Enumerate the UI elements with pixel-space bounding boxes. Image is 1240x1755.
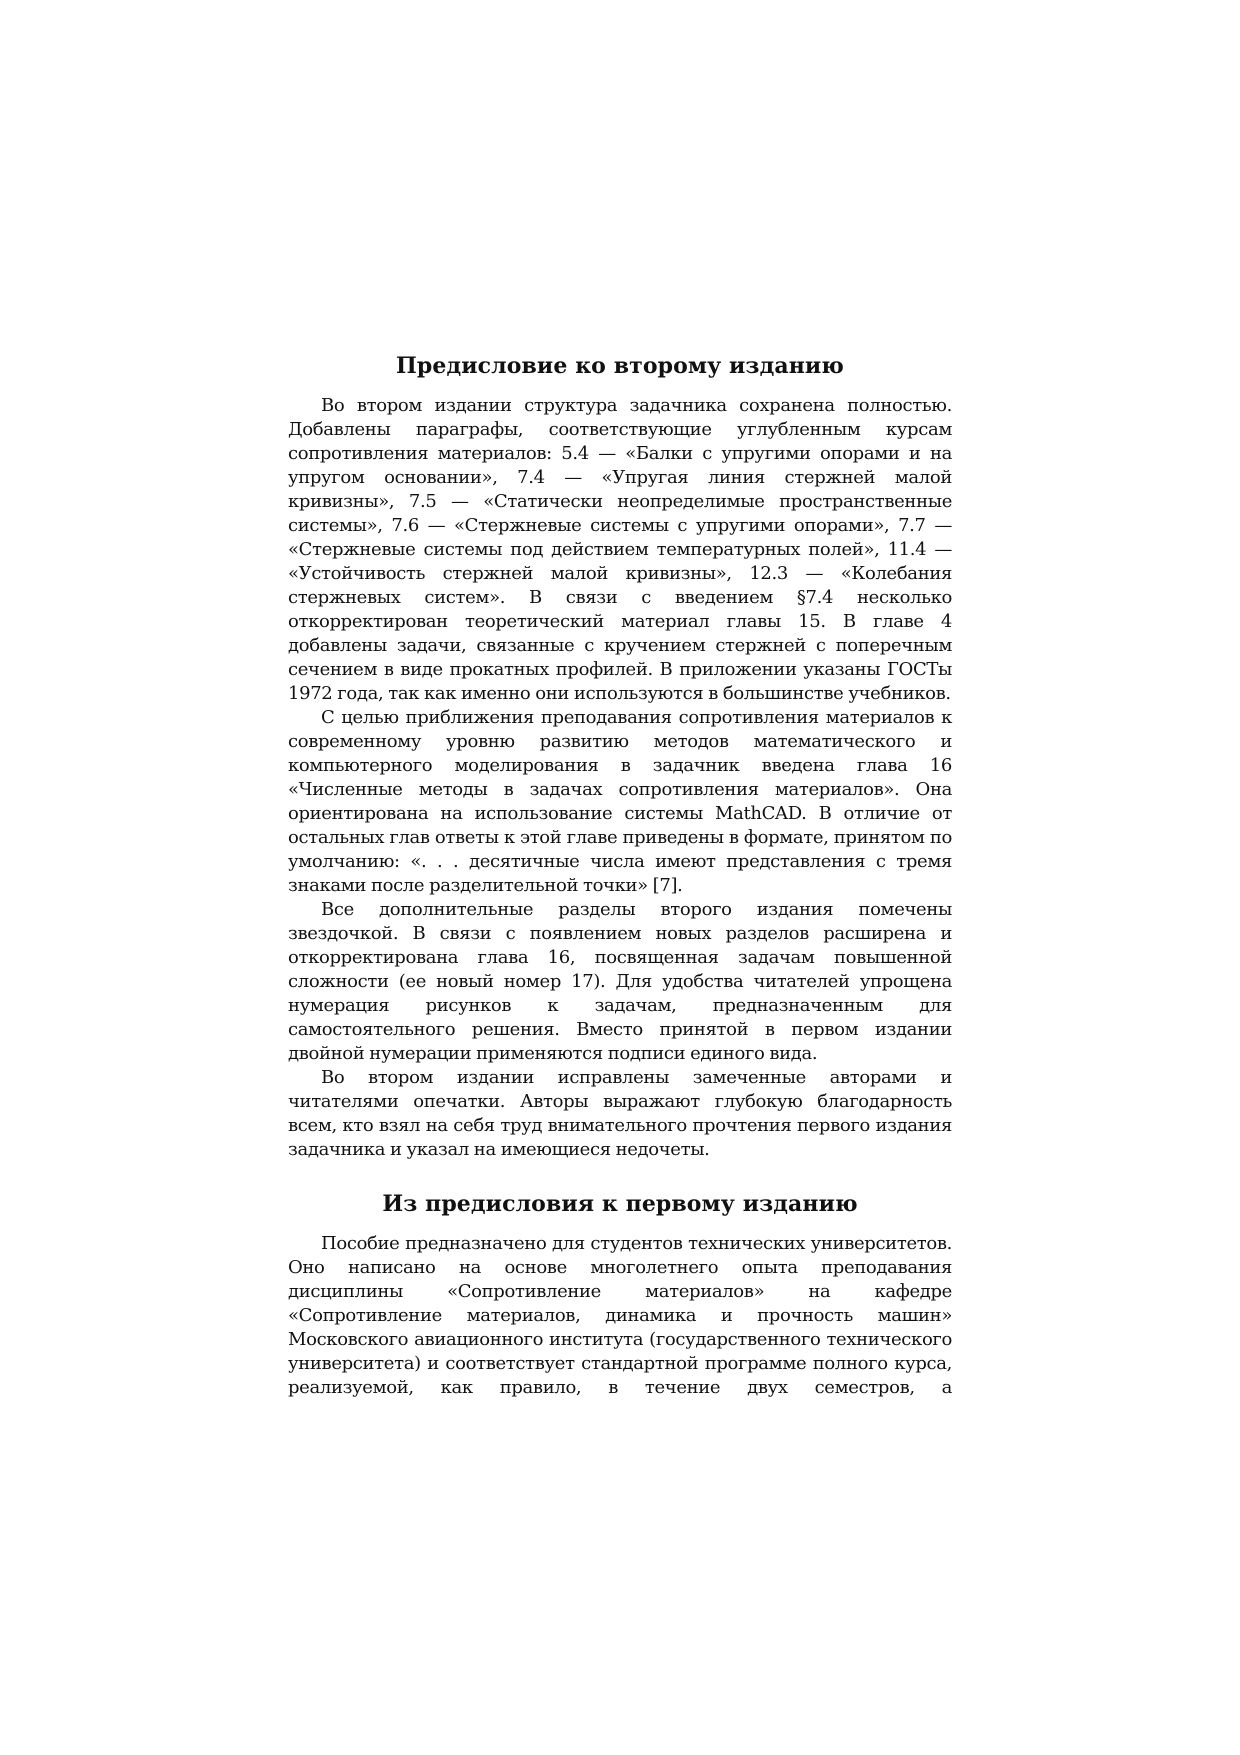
paragraph-purpose: Пособие предназначено для студентов технических университетов. Оно написано на основе многолетнего опыта преподавания дисциплины «Сопротивление материалов» на кафедре «Сопротивление материалов, динамика и прочность машин» Московского авиационного института (государственного технического университета) и соответствует стандартной программе полного курса, реализуемой, как правило, в течение двух семестров, а [288,1233,952,1398]
document-page [288,352,952,1400]
section-title-second-edition: Предисловие ко второму изданию [396,353,844,379]
paragraph-numerical-methods: С целью приближения преподавания сопротивления материалов к современному уровню развитию методов математического и компьютерного моделирования в задачник введена глава 16 «Численные методы в задачах сопротивления материалов». Она ориентирована на использование системы MathCAD. В отличие от остальных глав ответы к этой главе приведены в формате, принятом по умолчанию: «. . . десятичные числа имеют представления с тремя знаками после разделительной точки» [7]. [288,707,952,896]
section-title-first-edition: Из предисловия к первому изданию [382,1191,858,1217]
paragraph-structure: Во втором издании структура задачника сохранена полностью. Добавлены параграфы, соответствующие углубленным курсам сопротивления материалов: 5.4 — «Балки с упругими опорами и на упругом основании», 7.4 — «Упругая линия стержней малой кривизны», 7.5 — «Статически неопределимые пространственные системы», 7.6 — «Стержневые системы с упругими опорами», 7.7 — «Стержневые системы под действием температурных полей», 11.4 — «Устойчивость стержней малой кривизны», 12.3 — «Колебания стержневых систем». В связи с введением §7.4 несколько откорректирован теоретический материал главы 15. В главе 4 добавлены задачи, связанные с кручением стержней с поперечным сечением в виде прокатных профилей. В приложении указаны ГОСТы 1972 года, так как именно они используются в большинстве учебников. [288,395,952,704]
paragraph-acknowledgement: Во втором издании исправлены замеченные авторами и читателями опечатки. Авторы выражают глубокую благодарность всем, кто взял на себя труд внимательного прочтения первого издания задачника и указал на имеющиеся недочеты. [288,1067,952,1160]
paragraph-additional-sections: Все дополнительные разделы второго издания помечены звездочкой. В связи с появлением новых разделов расширена и откорректирована глава 16, посвященная задачам повышенной сложности (ее новый номер 17). Для удобства читателей упрощена нумерация рисунков к задачам, предназначенным для самостоятельного решения. Вместо принятой в первом издании двойной нумерации применяются подписи единого вида. [288,899,952,1064]
